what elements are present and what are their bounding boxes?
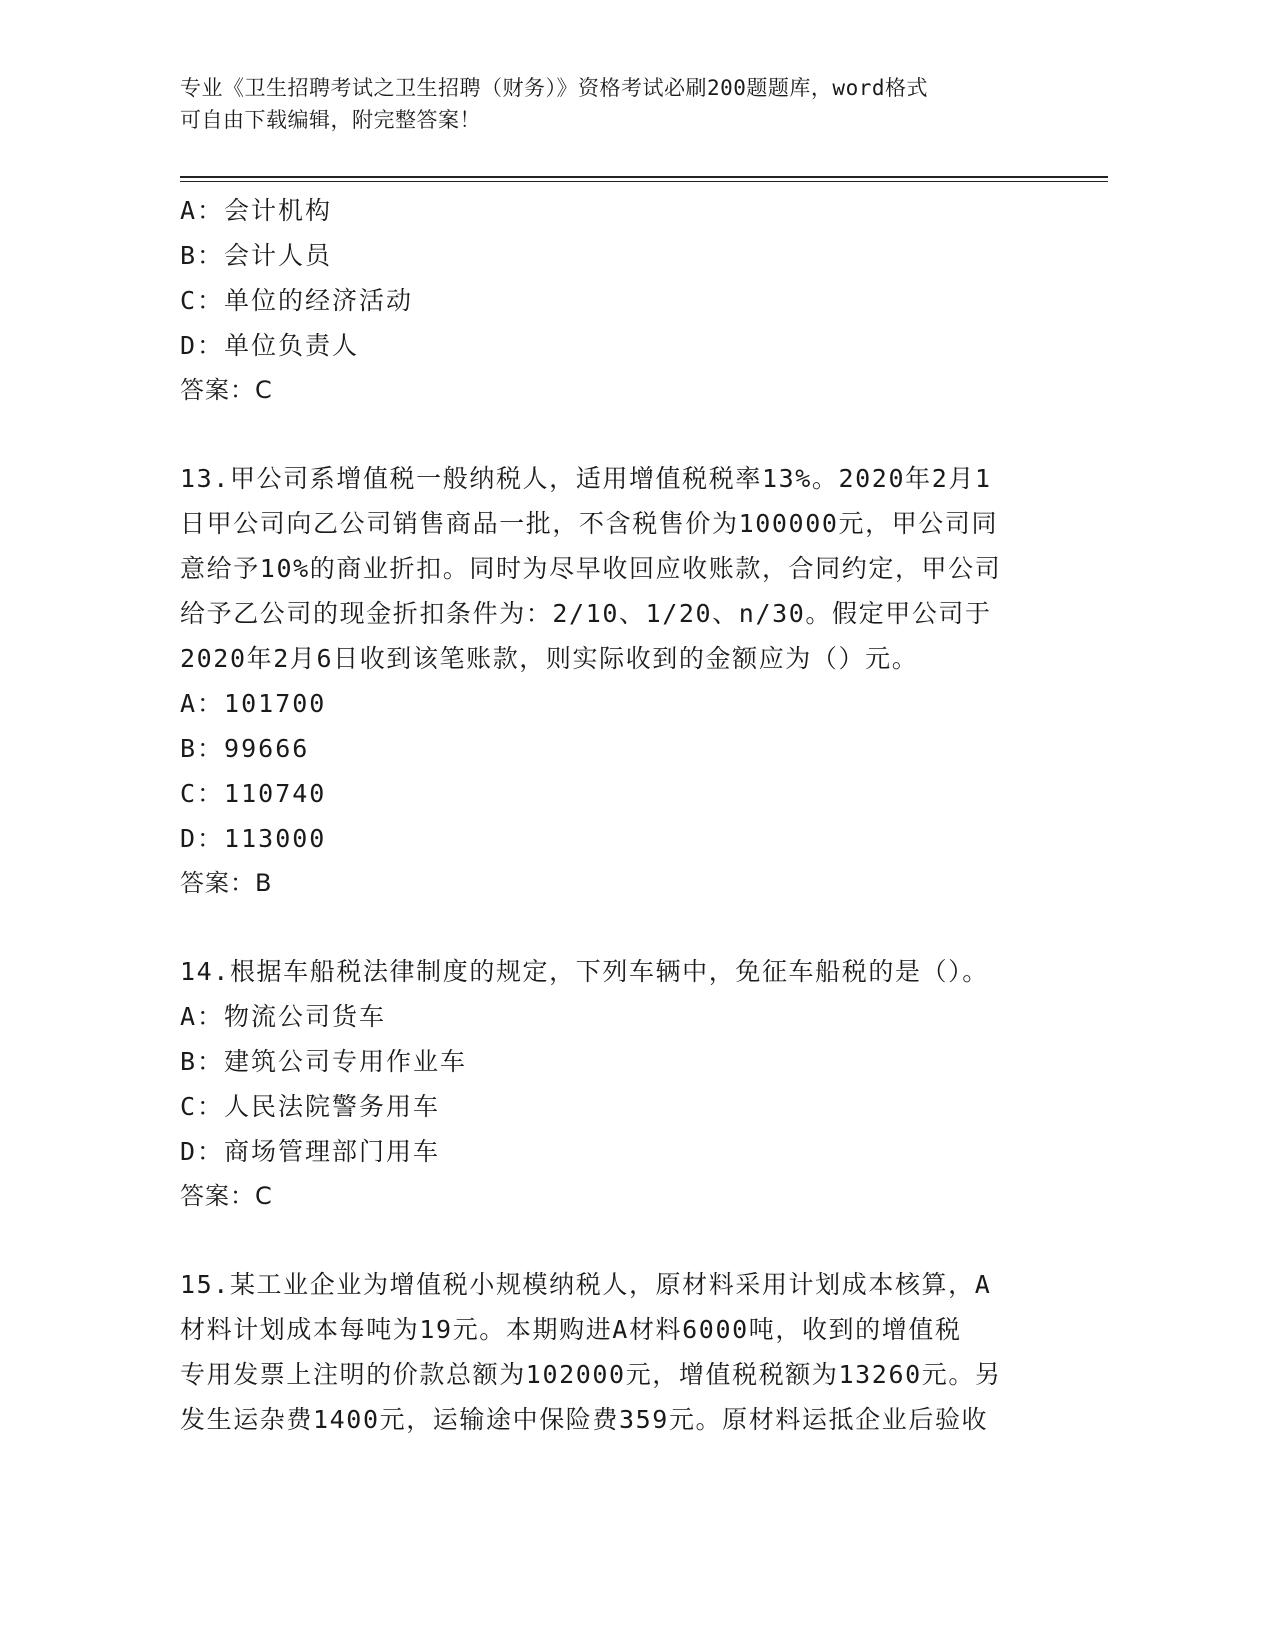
option-a: A：会计机构 (180, 196, 333, 225)
question-text-line: 专用发票上注明的价款总额为102000元，增值税税额为13260元。另 (180, 1360, 1002, 1389)
question-12 (180, 188, 1060, 413)
answer-line: 答案：B (180, 869, 273, 897)
option-b: B：会计人员 (180, 241, 333, 270)
question-text-line: 发生运杂费1400元，运输途中保险费359元。原材料运抵企业后验收 (180, 1405, 989, 1434)
option-c: C：人民法院警务用车 (180, 1092, 441, 1121)
option-a: A：101700 (180, 689, 327, 718)
option-a: A：物流公司货车 (180, 1002, 387, 1031)
header-line-2: 可自由下载编辑，附完整答案！ (180, 108, 481, 132)
option-b: B：99666 (180, 734, 310, 763)
question-text-line: 14.根据车船税法律制度的规定，下列车辆中，免征车船税的是（）。 (180, 957, 989, 986)
option-b: B：建筑公司专用作业车 (180, 1047, 468, 1076)
question-text-line: 给予乙公司的现金折扣条件为：2/10、1/20、n/30。假定甲公司于 (180, 599, 992, 628)
answer-line: 答案：C (180, 1182, 273, 1210)
option-d: D：113000 (180, 824, 327, 853)
question-text-line: 意给予10%的商业折扣。同时为尽早收回应收账款，合同约定，甲公司 (180, 554, 1002, 583)
option-d: D：单位负责人 (180, 331, 360, 360)
question-text-line: 13.甲公司系增值税一般纳税人，适用增值税税率13%。2020年2月1 (180, 464, 992, 493)
header-line-1: 专业《卫生招聘考试之卫生招聘（财务）》资格考试必刷200题题库，word格式 (180, 76, 928, 100)
question-13 (180, 456, 1060, 906)
question-text-line: 15.某工业企业为增值税小规模纳税人，原材料采用计划成本核算，A (180, 1270, 992, 1299)
option-c: C：110740 (180, 779, 327, 808)
question-text-line: 2020年2月6日收到该笔账款，则实际收到的金额应为（）元。 (180, 644, 919, 673)
option-d: D：商场管理部门用车 (180, 1137, 441, 1166)
header-divider-thin (180, 181, 1108, 182)
answer-line: 答案：C (180, 376, 273, 404)
question-14 (180, 949, 1060, 1219)
question-text-line: 材料计划成本每吨为19元。本期购进A材料6000吨，收到的增值税 (180, 1315, 962, 1344)
question-content (180, 188, 1060, 1442)
header-divider-thick (180, 176, 1108, 178)
option-c: C：单位的经济活动 (180, 286, 414, 315)
question-text-line: 日甲公司向乙公司销售商品一批，不含税售价为100000元，甲公司同 (180, 509, 999, 538)
document-header (180, 72, 1040, 136)
question-15 (180, 1262, 1060, 1442)
